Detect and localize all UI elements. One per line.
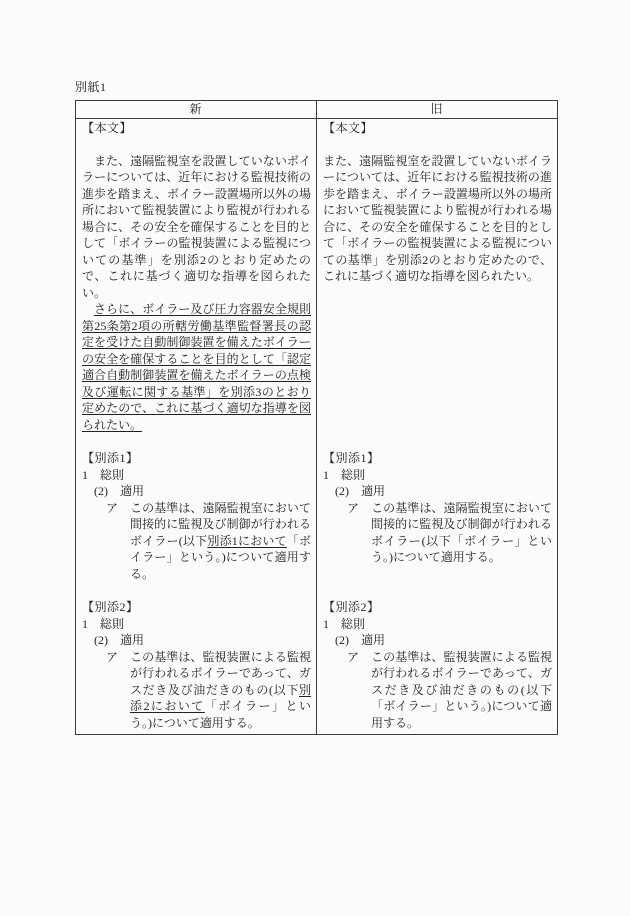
cell-betten1-old: [317, 433, 558, 582]
honbun-paragraph-2-new: [82, 301, 311, 433]
section-row-betten1: [76, 433, 558, 582]
document-content: [75, 80, 558, 735]
betten1-item-tekiyou-new: (2) 適用: [94, 484, 144, 498]
betten1-clause-a-new-pre: この基準は、遠隔監視室において間接的に監視及び制御が行われるボイラー(以下: [130, 500, 311, 548]
honbun-paragraph-1-new-text: また、遠隔監視室を設置していないボイラーについては、近年における監視技術の進歩を踏まえ、ボイラー設置場所以外の場所において監視装置により監視が行われる場合に、その安全を確保することを目的として「ボイラーの監視装置による監視についての基準」を別添2のとおり定めたので、これに基づく適切な指導を図られたい。: [82, 153, 311, 300]
betten2-clause-a-new-pre: この基準は、監視装置による監視が行われるボイラーであって、ガスだき及び油だきのもの(以下: [130, 649, 311, 697]
betten1-item-sousoku-old: 1 総則: [323, 467, 366, 482]
betten2-clause-a-new-label: ア: [106, 649, 131, 664]
betten1-clause-a-new: [82, 500, 311, 583]
betten2-heading-old: 【別添2】: [323, 600, 380, 614]
cell-betten1-new: [76, 433, 317, 582]
honbun-paragraph-1-old: [323, 153, 552, 285]
cell-honbun-new: [76, 118, 317, 433]
betten1-clause-a-new-post: 「ボイラー」という。)について適用する。: [130, 533, 311, 581]
betten2-clause-a-old: ア この基準は、監視装置による監視が行われるボイラーであって、ガスだき及び油だきのもの(以下「ボイラー」という。)について適用する。: [347, 649, 552, 730]
cell-betten2-old: [317, 582, 558, 735]
betten2-item-sousoku-old: 1 総則: [323, 616, 366, 631]
cell-honbun-old: [317, 118, 558, 433]
betten1-item-sousoku-new: 1 総則: [82, 467, 125, 482]
honbun-heading-new: 【本文】: [82, 120, 133, 135]
betten2-heading-new: 【別添2】: [82, 600, 139, 614]
section-row-honbun: [76, 118, 558, 433]
betten2-item-tekiyou-new: (2) 適用: [94, 633, 144, 647]
betten2-clause-a-new-post: 「ボイラー」という。)について適用する。: [130, 699, 311, 730]
betten1-heading-new: 【別添1】: [82, 451, 139, 465]
column-header-new: 新: [76, 101, 317, 119]
betten1-clause-a-old: ア この基準は、遠隔監視室において間接的に監視及び制御が行われるボイラー(以下「ボイラー」という。)について適用する。: [347, 500, 552, 564]
comparison-table: [75, 100, 558, 735]
betten2-item-tekiyou-old: (2) 適用: [335, 633, 385, 647]
betten2-clause-a-new: [82, 649, 311, 732]
betten1-clause-a-new-label: ア: [106, 500, 131, 515]
cell-betten2-new: [76, 582, 317, 735]
honbun-paragraph-1-old-text: また、遠隔監視室を設置していないボイラーについては、近年における監視技術の進歩を踏まえ、ボイラー設置場所以外の場所において監視装置により監視が行われる場合に、その安全を確保することを目的として「ボイラーの監視装置による監視についての基準」を別添2のとおり定めたので、これに基づく適切な指導を図られたい。: [323, 153, 552, 283]
betten2-item-sousoku-new: 1 総則: [82, 616, 125, 631]
betten2-clause-a-new-underlined: 別添2において: [130, 682, 311, 713]
honbun-paragraph-2-new-underlined-text: さらに、ボイラー及び圧力容器安全規則第25条第2項の所轄労働基準監督署長の認定を受けた自動制御装置を備えたボイラーの安全を確保することを目的として「認定適合自動制御装置を備えたボイラーの点検及び運転に関する基準」を別添3のとおり定めたので、これに基づく適切な指導を図られたい。: [82, 302, 311, 432]
betten1-heading-old: 【別添1】: [323, 451, 380, 465]
betten1-clause-a-new-underlined: 別添1において: [207, 533, 287, 548]
sheet-label: 別紙1: [75, 80, 107, 94]
table-header-row: [76, 101, 558, 119]
honbun-heading-old: 【本文】: [323, 120, 374, 135]
betten1-item-tekiyou-old: (2) 適用: [335, 484, 385, 498]
honbun-paragraph-1-new: [82, 153, 311, 302]
column-header-old: 旧: [317, 101, 558, 119]
section-row-betten2: [76, 582, 558, 735]
